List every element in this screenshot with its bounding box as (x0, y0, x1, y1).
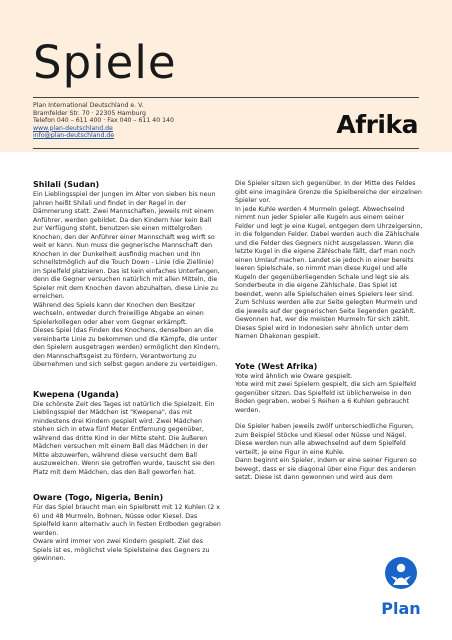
section-oware (33, 493, 221, 564)
website-link[interactable]: www.plan-deutschland.de (33, 124, 113, 132)
section-heading: Kwepena (Uganda) (33, 389, 119, 399)
paragraph: Die Spieler haben jeweils zwölf unterschiedliche Figuren, zum Beispiel Stöcke und Kiesel oder Nüsse und Nägel. Diese werden nun alle abwechselnd auf dem Spielfeld verteilt, je eine Figur in eine Kuhle. (235, 423, 415, 456)
address-org: Plan International Deutschland e. V. (33, 102, 144, 109)
paragraph: Oware wird immer von zwei Kindern gespielt. Ziel des Spiels ist es, möglichst viele Spielsteine des Gegners zu gewinnen. (33, 538, 210, 562)
section-shilali (33, 180, 221, 370)
section-heading: Shilali (Sudan) (33, 180, 100, 189)
divider-top (33, 97, 419, 98)
address-phone: Telefon 040 – 611 400 · Fax 040 – 611 40 140 (33, 117, 174, 125)
paragraph: Die Spieler sitzen sich gegenüber. In der Mitte des Feldes gibt eine imaginäre Grenze die Spielbereiche der einzelnen Spieler vor. (235, 180, 422, 204)
section-kwepena (33, 390, 221, 478)
paragraph: Zum Schluss werden alle zur Seite gelegten Murmeln und die jeweils auf der gegnerischen Seite liegenden gezählt. Gewonnen hat, wer die meisten Murmeln für sich zählt. (235, 299, 418, 323)
plan-logo (378, 556, 424, 622)
paragraph: Dieses Spiel wird in Indonesien sehr ähnlich unter dem Namen Dhakonan gespielt. (235, 324, 409, 340)
section-heading: Yote (West Afrika) (235, 361, 318, 371)
paragraph: Yote wird ähnlich wie Oware gespielt. (235, 372, 353, 380)
paragraph: Yote wird mit zwei Spielern gespielt, die sich am Spielfeld gegenüber sitzen. Das Spielfeld ist üblicherweise in den Boden gegraben, wobei 5 Reihen a 6 Kuhlen gebraucht werden. (235, 381, 417, 414)
email-link[interactable]: info@plan-deutschland.de (33, 132, 115, 140)
paragraph: In jede Kuhle werden 4 Murmeln gelegt. Abwechselnd nimmt nun jeder Spieler alle Kugeln aus einem seiner Felder und legt je eine Kugel, entgegen dem Uhrzeigersinn, in die folgenden Felder. Dabei werden auch die Zählschale und die Felder des Gegners nicht ausgelassen. Wenn die letzte Kugel in die eigene Zählschale fällt, darf man noch einen Umlauf machen. Landet sie jedoch in einer bereits leeren Spielschale, so nimmt man diese Kugel und alle Kugeln der gegenüberliegenden Schale und legt sie als Sonderbeute in die eigene Zählschale. Das Spiel ist beendet, wenn alle Spielschalen eines Spielers leer sind. (235, 205, 423, 298)
paragraph: Während des Spiels kann der Knochen den Besitzer wechseln, entweder durch freiwillige Abgabe an einen Spielerkollegen oder aber vom Gegner erkämpft. (33, 301, 204, 326)
section-oware-continued (235, 180, 423, 342)
paragraph: Dann beginnt ein Spieler, indem er eine seiner Figuren so bewegt, dass er sie diagonal über eine Figur des anderen setzt. Diese ist dann gewonnen und wird aus dem (235, 457, 417, 481)
paragraph: Die schönste Zeit des Tages ist natürlich die Spielzeit. Ein Lieblingsspiel der Mädchen ist "Kwepena", das mit mindestens drei Kindern gespielt wird. Zwei Mädchen stehen sich in etwa fünf Meter Entfernung gegenüber, während das dritte Kind in der Mitte steht. Die äußeren Mädchen versuchen mit einem Ball das Mädchen in der Mitte abzuwerfen, während diese versucht dem Ball auszuweichen. Wenn sie getroffen wurde, tauscht sie den Platz mit dem Mädchen, das den Ball geworfen hat. (33, 400, 215, 476)
address-street: Bramfelder Str. 70 · 22305 Hamburg (33, 109, 146, 117)
paragraph: Dieses Spiel (das Finden des Knochens, denselben an die vereinbarte Linie zu bekommen und die Kämpfe, die unter den Spielern ausgetragen werden) ermöglicht den Kindern, den Mannschaftsgeist zu fördern, Verantwortung zu übernehmen und sich selbst gegen andere zu verteidigen. (33, 327, 221, 368)
divider-bottom (33, 148, 419, 149)
right-column (235, 180, 423, 495)
region-title: Afrika (336, 110, 418, 139)
section-heading: Oware (Togo, Nigeria, Benin) (33, 493, 164, 502)
paragraph: Für das Spiel braucht man ein Spielbrett mit 12 Kuhlen (2 x 6) und 48 Murmeln, Bohnen, Nüsse oder Kiesel. Das Spielfeld kann alternativ auch in festen Erdboden gegraben werden. (33, 504, 221, 537)
plan-logo-text: Plan (381, 599, 421, 618)
plan-logo-icon (384, 556, 418, 600)
address-block (33, 102, 174, 140)
page-title: Spiele (33, 36, 177, 89)
section-yote (235, 362, 423, 483)
paragraph: Ein Lieblingsspiel der Jungen im Alter von sieben bis neun Jahren heißt Shilali und findet in der Regel in der Dämmerung statt. Zwei Mannschaften, jeweils mit einem Anführer, werden gebildet. Da den Kindern hier kein Ball zur Verfügung steht, benutzen sie einen mittelgroßen Knochen, den der Anführer einer Mannschaft weg wirft so weit er kann. Nun muss die gegnerische Mannschaft den Knochen in der Dunkelheit ausfindig machen und ihn schnellstmöglich auf die Touch Down - Linie (die Ziellinie) im Spielfeld platzieren. Das ist kein einfaches Unterfangen, denn die Gegner versuchen natürlich mit allen Mitteln, die Spieler mit dem Knochen davon abzuhalten, diese Linie zu erreichen. (33, 191, 220, 300)
paragraph-gap (235, 415, 423, 423)
left-column (33, 180, 221, 576)
